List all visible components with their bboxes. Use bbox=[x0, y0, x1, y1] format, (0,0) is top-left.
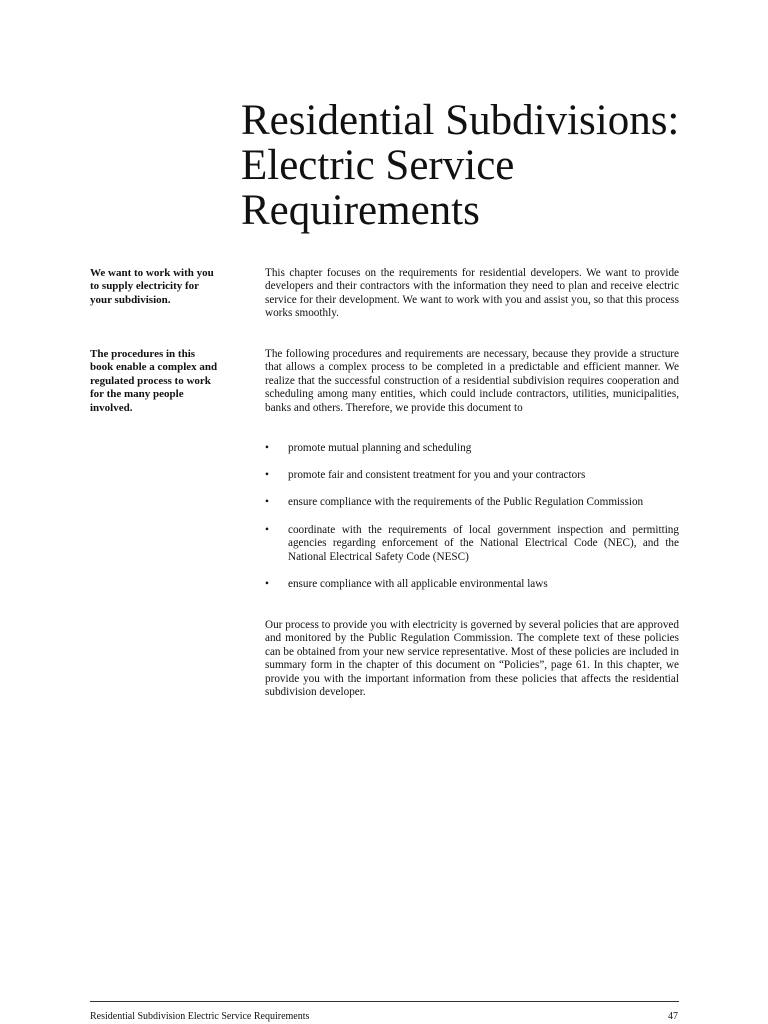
list-item: • ensure compliance with all applicable environmental laws bbox=[265, 578, 548, 590]
footer-title: Residential Subdivision Electric Service Requirements bbox=[90, 1011, 310, 1022]
bullet-icon: • bbox=[265, 442, 269, 454]
sidebar-note: The procedures in this book enable a complex and regulated process to work for the many people involved. bbox=[90, 348, 218, 414]
bullet-icon: • bbox=[265, 524, 269, 536]
sidebar-note: We want to work with you to supply electricity for your subdivision. bbox=[90, 267, 214, 306]
procedures-paragraph: The following procedures and requirements are necessary, because they provide a structure that allows a complex process to be completed in a predictable and efficient manner. We realize that the successful construction of a residential subdivision requires cooperation and scheduling among many entities, which could include contractors, utilities, municipalities, banks and others. Therefore, we provide this document to bbox=[265, 348, 679, 414]
page-number: 47 bbox=[668, 1011, 678, 1022]
list-item: • promote mutual planning and scheduling bbox=[265, 442, 472, 454]
bullet-icon: • bbox=[265, 496, 269, 508]
intro-paragraph: This chapter focuses on the requirements for residential developers. We want to provide developers and their contractors with the information they need to plan and receive electric service for their development. We want to work with you and assist you, so that this process works smoothly. bbox=[265, 267, 679, 320]
bullet-icon: • bbox=[265, 469, 269, 481]
list-item: • promote fair and consistent treatment for you and your contractors bbox=[265, 469, 586, 481]
policies-paragraph: Our process to provide you with electricity is governed by several policies that are approved and monitored by the Public Regulation Commission. The complete text of these policies can be obtained from your new service representative. Most of these policies are included in summary form in the chapter of this document on “Policies”, page 61. In this chapter, we provide you with the important information from these policies that affects the residential subdivision developer. bbox=[265, 619, 679, 699]
list-item: • ensure compliance with the requirements of the Public Regulation Commission bbox=[265, 496, 644, 508]
page-title: Residential Subdivisions: Electric Service Requirements bbox=[241, 97, 680, 234]
list-item: • coordinate with the requirements of local government inspection and permitting agencies regarding enforcement of the National Electrical Code (NEC), and the National Electrical Safety Code (NESC) bbox=[265, 524, 679, 563]
bullet-icon: • bbox=[265, 578, 269, 590]
footer-divider bbox=[90, 1001, 679, 1002]
